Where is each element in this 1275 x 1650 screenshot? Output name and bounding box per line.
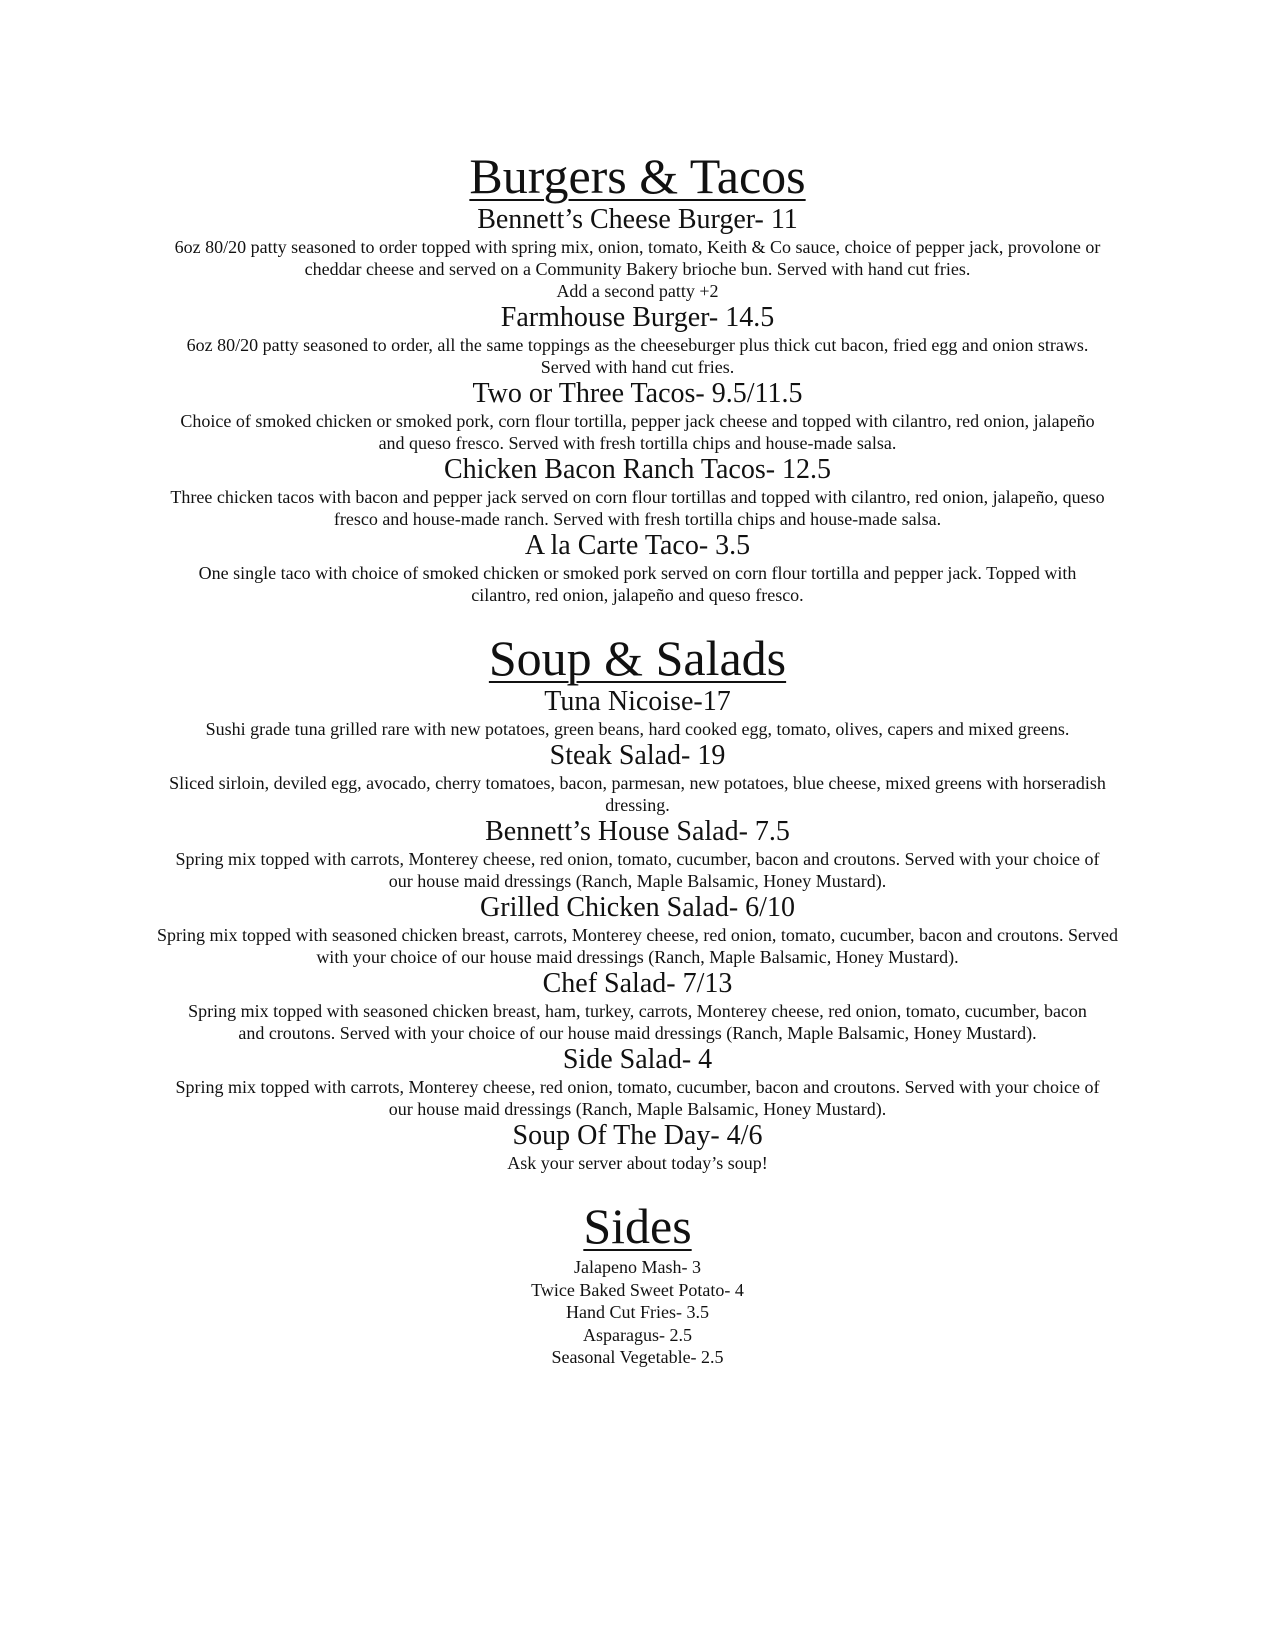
item-description: Three chicken tacos with bacon and pepper jack served on corn flour tortillas and topped with cilantro, red onion, jalapeño, queso fresco and house-made ranch. Served with fresh tortilla chips and house-made salsa. bbox=[170, 487, 1105, 529]
section-title-burgers-tacos: Burgers & Tacos bbox=[469, 148, 806, 204]
item-name: Steak Salad- 19 bbox=[549, 740, 726, 771]
menu-item-two-three-tacos bbox=[0, 378, 1275, 454]
item-name: Grilled Chicken Salad- 6/10 bbox=[480, 892, 795, 923]
burgers-tacos-section bbox=[0, 148, 1275, 606]
sides-section bbox=[0, 1198, 1275, 1369]
menu-item-chef-salad bbox=[0, 968, 1275, 1044]
menu-item-grilled-chicken-salad bbox=[0, 892, 1275, 968]
item-name: Bennett’s House Salad- 7.5 bbox=[485, 816, 790, 847]
section-title-sides: Sides bbox=[583, 1198, 692, 1254]
item-description: Spring mix topped with seasoned chicken breast, ham, turkey, carrots, Monterey cheese, red onion, tomato, cucumber, bacon and croutons. Served with your choice of our house maid dressings (Ranch, Maple Balsamic, Honey Mustard). bbox=[188, 1001, 1087, 1043]
menu-item-soup-of-the-day bbox=[0, 1120, 1275, 1174]
menu-item-farmhouse-burger bbox=[0, 302, 1275, 378]
menu-item-chicken-bacon-ranch-tacos bbox=[0, 454, 1275, 530]
menu-item-steak-salad bbox=[0, 740, 1275, 816]
item-name: Tuna Nicoise-17 bbox=[544, 686, 731, 717]
item-description: Spring mix topped with carrots, Monterey cheese, red onion, tomato, cucumber, bacon and croutons. Served with your choice of our house maid dressings (Ranch, Maple Balsamic, Honey Mustard). bbox=[175, 1077, 1100, 1119]
side-item: Twice Baked Sweet Potato- 4 bbox=[531, 1279, 744, 1300]
item-description: Spring mix topped with seasoned chicken breast, carrots, Monterey cheese, red onion, tomato, cucumber, bacon and croutons. Served with your choice of our house maid dressings (Ranch, Maple Balsamic, Honey Mustard). bbox=[157, 925, 1118, 967]
item-name: Two or Three Tacos- 9.5/11.5 bbox=[472, 378, 803, 409]
item-name: Soup Of The Day- 4/6 bbox=[512, 1120, 763, 1151]
side-item: Seasonal Vegetable- 2.5 bbox=[551, 1347, 724, 1367]
item-description: Ask your server about today’s soup! bbox=[507, 1153, 768, 1173]
soup-salads-section bbox=[0, 630, 1275, 1174]
item-description: Sushi grade tuna grilled rare with new potatoes, green beans, hard cooked egg, tomato, olives, capers and mixed greens. bbox=[205, 719, 1070, 739]
item-description: One single taco with choice of smoked chicken or smoked pork served on corn flour tortilla and pepper jack. Topped with cilantro, red onion, jalapeño and queso fresco. bbox=[198, 563, 1077, 605]
item-name: Chef Salad- 7/13 bbox=[542, 968, 733, 999]
item-description: Spring mix topped with carrots, Monterey cheese, red onion, tomato, cucumber, bacon and croutons. Served with your choice of our house maid dressings (Ranch, Maple Balsamic, Honey Mustard). bbox=[175, 849, 1100, 891]
item-name: Bennett’s Cheese Burger- 11 bbox=[477, 204, 798, 235]
sides-list bbox=[0, 1256, 1275, 1369]
side-item: Hand Cut Fries- 3.5 bbox=[566, 1302, 709, 1322]
side-item: Asparagus- 2.5 bbox=[583, 1324, 692, 1345]
menu-item-cheese-burger bbox=[0, 204, 1275, 302]
item-description: Sliced sirloin, deviled egg, avocado, cherry tomatoes, bacon, parmesan, new potatoes, blue cheese, mixed greens with horseradish dressing. bbox=[169, 773, 1106, 815]
side-item: Jalapeno Mash- 3 bbox=[574, 1257, 701, 1277]
menu-item-tuna-nicoise bbox=[0, 686, 1275, 740]
menu-item-a-la-carte-taco bbox=[0, 530, 1275, 606]
item-description: 6oz 80/20 patty seasoned to order, all the same toppings as the cheeseburger plus thick cut bacon, fried egg and onion straws. Served with hand cut fries. bbox=[186, 335, 1089, 377]
section-title-soup-salads: Soup & Salads bbox=[488, 630, 787, 686]
item-name: Farmhouse Burger- 14.5 bbox=[500, 302, 775, 333]
menu-item-house-salad bbox=[0, 816, 1275, 892]
menu-item-side-salad bbox=[0, 1044, 1275, 1120]
item-name: Side Salad- 4 bbox=[562, 1044, 713, 1075]
item-name: A la Carte Taco- 3.5 bbox=[524, 530, 751, 561]
item-note: Add a second patty +2 bbox=[556, 281, 719, 301]
item-description: 6oz 80/20 patty seasoned to order topped with spring mix, onion, tomato, Keith & Co sauce, choice of pepper jack, provolone or cheddar cheese and served on a Community Bakery brioche bun. Served with hand cut fries. bbox=[174, 237, 1101, 279]
item-name: Chicken Bacon Ranch Tacos- 12.5 bbox=[443, 454, 832, 485]
item-description: Choice of smoked chicken or smoked pork, corn flour tortilla, pepper jack cheese and topped with cilantro, red onion, jalapeño and queso fresco. Served with fresh tortilla chips and house-made salsa. bbox=[180, 411, 1095, 453]
